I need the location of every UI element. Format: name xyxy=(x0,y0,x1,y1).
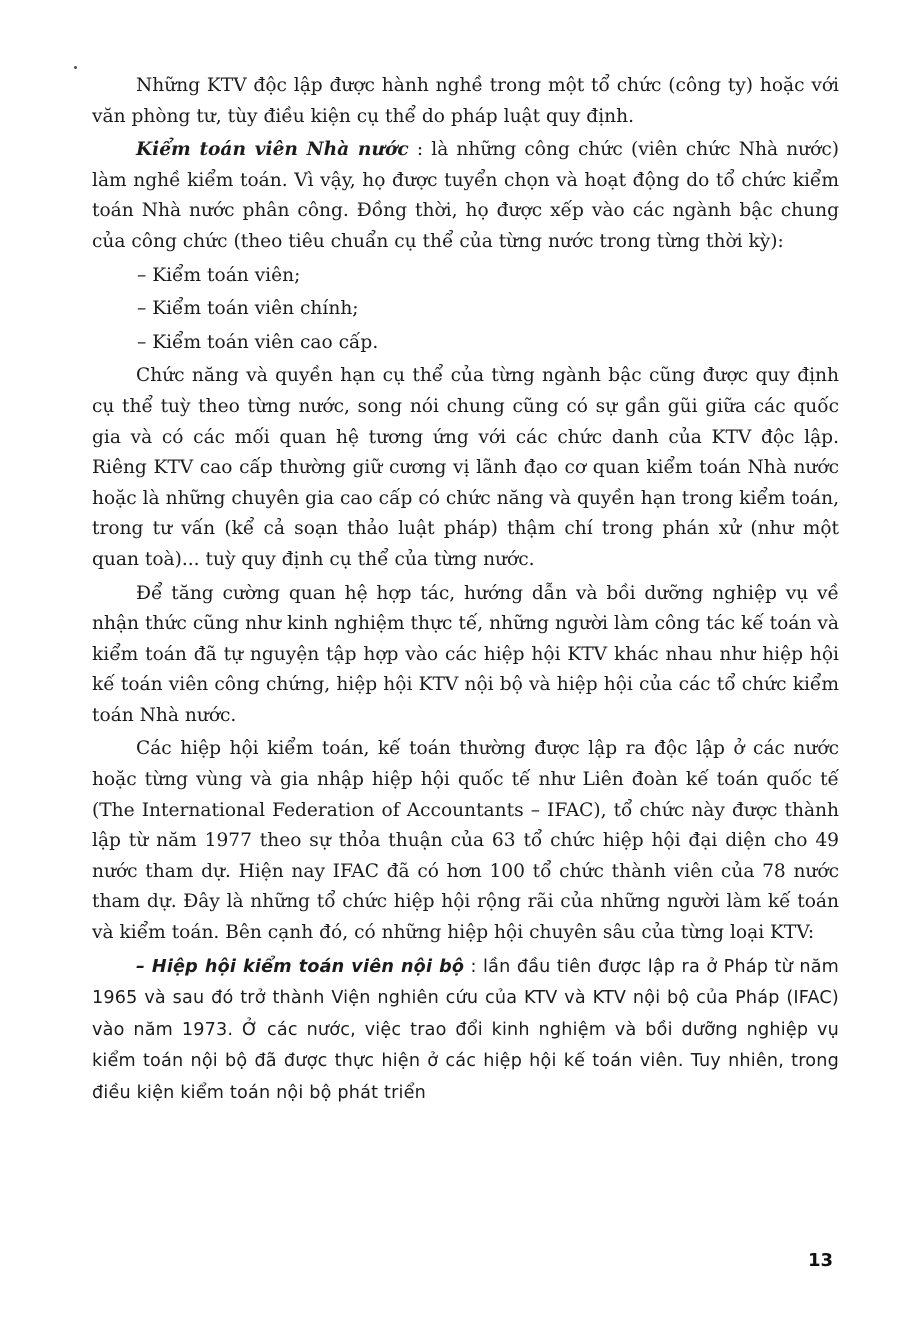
paragraph-2 xyxy=(92,135,839,257)
page-body xyxy=(92,71,839,1109)
page-number: 13 xyxy=(808,1250,834,1271)
paragraph-3: Chức năng và quyền hạn cụ thể của từng ngành bậc cũng được quy định cụ thể tuỳ theo từng nước, song nói chung cũng có sự gần gũi giữa các quốc gia và có các mối quan hệ tương ứng với các chức danh của KTV độc lập. Riêng KTV cao cấp thường giữ cương vị lãnh đạo cơ quan kiểm toán Nhà nước hoặc là những chuyên gia cao cấp có chức năng và quyền hạn trong kiểm toán, trong tư vấn (kể cả soạn thảo luật pháp) thậm chí trong phán xử (như một quan toà)... tuỳ quy định cụ thể của từng nước. xyxy=(92,365,839,570)
paragraph-5: Các hiệp hội kiểm toán, kế toán thường được lập ra độc lập ở các nước hoặc từng vùng và gia nhập hiệp hội quốc tế như Liên đoàn kế toán quốc tế (The International Federation of Accountants – IFAC), tổ chức này được thành lập từ năm 1977 theo sự thỏa thuận của 63 tổ chức hiệp hội đại diện cho 49 nước tham dự. Hiện nay IFAC đã có hơn 100 tổ chức thành viên của 78 nước tham dự. Đây là những tổ chức hiệp hội rộng rãi của những người làm kế toán và kiểm toán. Bên cạnh đó, có những hiệp hội chuyên sâu của từng loại KTV: xyxy=(92,738,839,944)
rank-list-item: – Kiểm toán viên chính; xyxy=(137,298,359,320)
paragraph-4: Để tăng cường quan hệ hợp tác, hướng dẫn và bồi dưỡng nghiệp vụ về nhận thức cũng như kinh nghiệm thực tế, những người làm công tác kế toán và kiểm toán đã tự nguyện tập hợp vào các hiệp hội KTV khác nhau như hiệp hội kế toán viên công chứng, hiệp hội KTV nội bộ và hiệp hội của các tổ chức kiểm toán Nhà nước. xyxy=(92,582,839,726)
paragraph-6 xyxy=(92,952,839,1110)
rank-list-item: – Kiểm toán viên cao cấp. xyxy=(137,331,379,353)
scan-dot xyxy=(74,66,77,69)
term-internal-auditor-association: – Hiệp hội kiểm toán viên nội bộ xyxy=(136,956,465,977)
paragraph-1: Những KTV độc lập được hành nghề trong một tổ chức (công ty) hoặc với văn phòng tư, tùy điều kiện cụ thể do pháp luật quy định. xyxy=(92,75,839,127)
paragraph-6-text: : lần đầu tiên được lập ra ở Pháp từ năm 1965 và sau đó trở thành Viện nghiên cứu của KTV và KTV nội bộ của Pháp (IFAC) vào năm 1973. Ở các nước, việc trao đổi kinh nghiệm và bồi dưỡng nghiệp vụ kiểm toán nội bộ đã được thực hiện ở các hiệp hội kế toán viên. Tuy nhiên, trong điều kiện kiểm toán nội bộ phát triển xyxy=(92,956,840,1103)
rank-list-item: – Kiểm toán viên; xyxy=(137,264,301,286)
paragraph-2-text: : là những công chức (viên chức Nhà nước) làm nghề kiểm toán. Vì vậy, họ được tuyển chọn và hoạt động do tổ chức kiểm toán Nhà nước phân công. Đồng thời, họ được xếp vào các ngành bậc chung của công chức (theo tiêu chuẩn cụ thể của từng nước trong từng thời kỳ): xyxy=(92,139,840,252)
term-state-auditor: Kiểm toán viên Nhà nước xyxy=(136,139,409,161)
